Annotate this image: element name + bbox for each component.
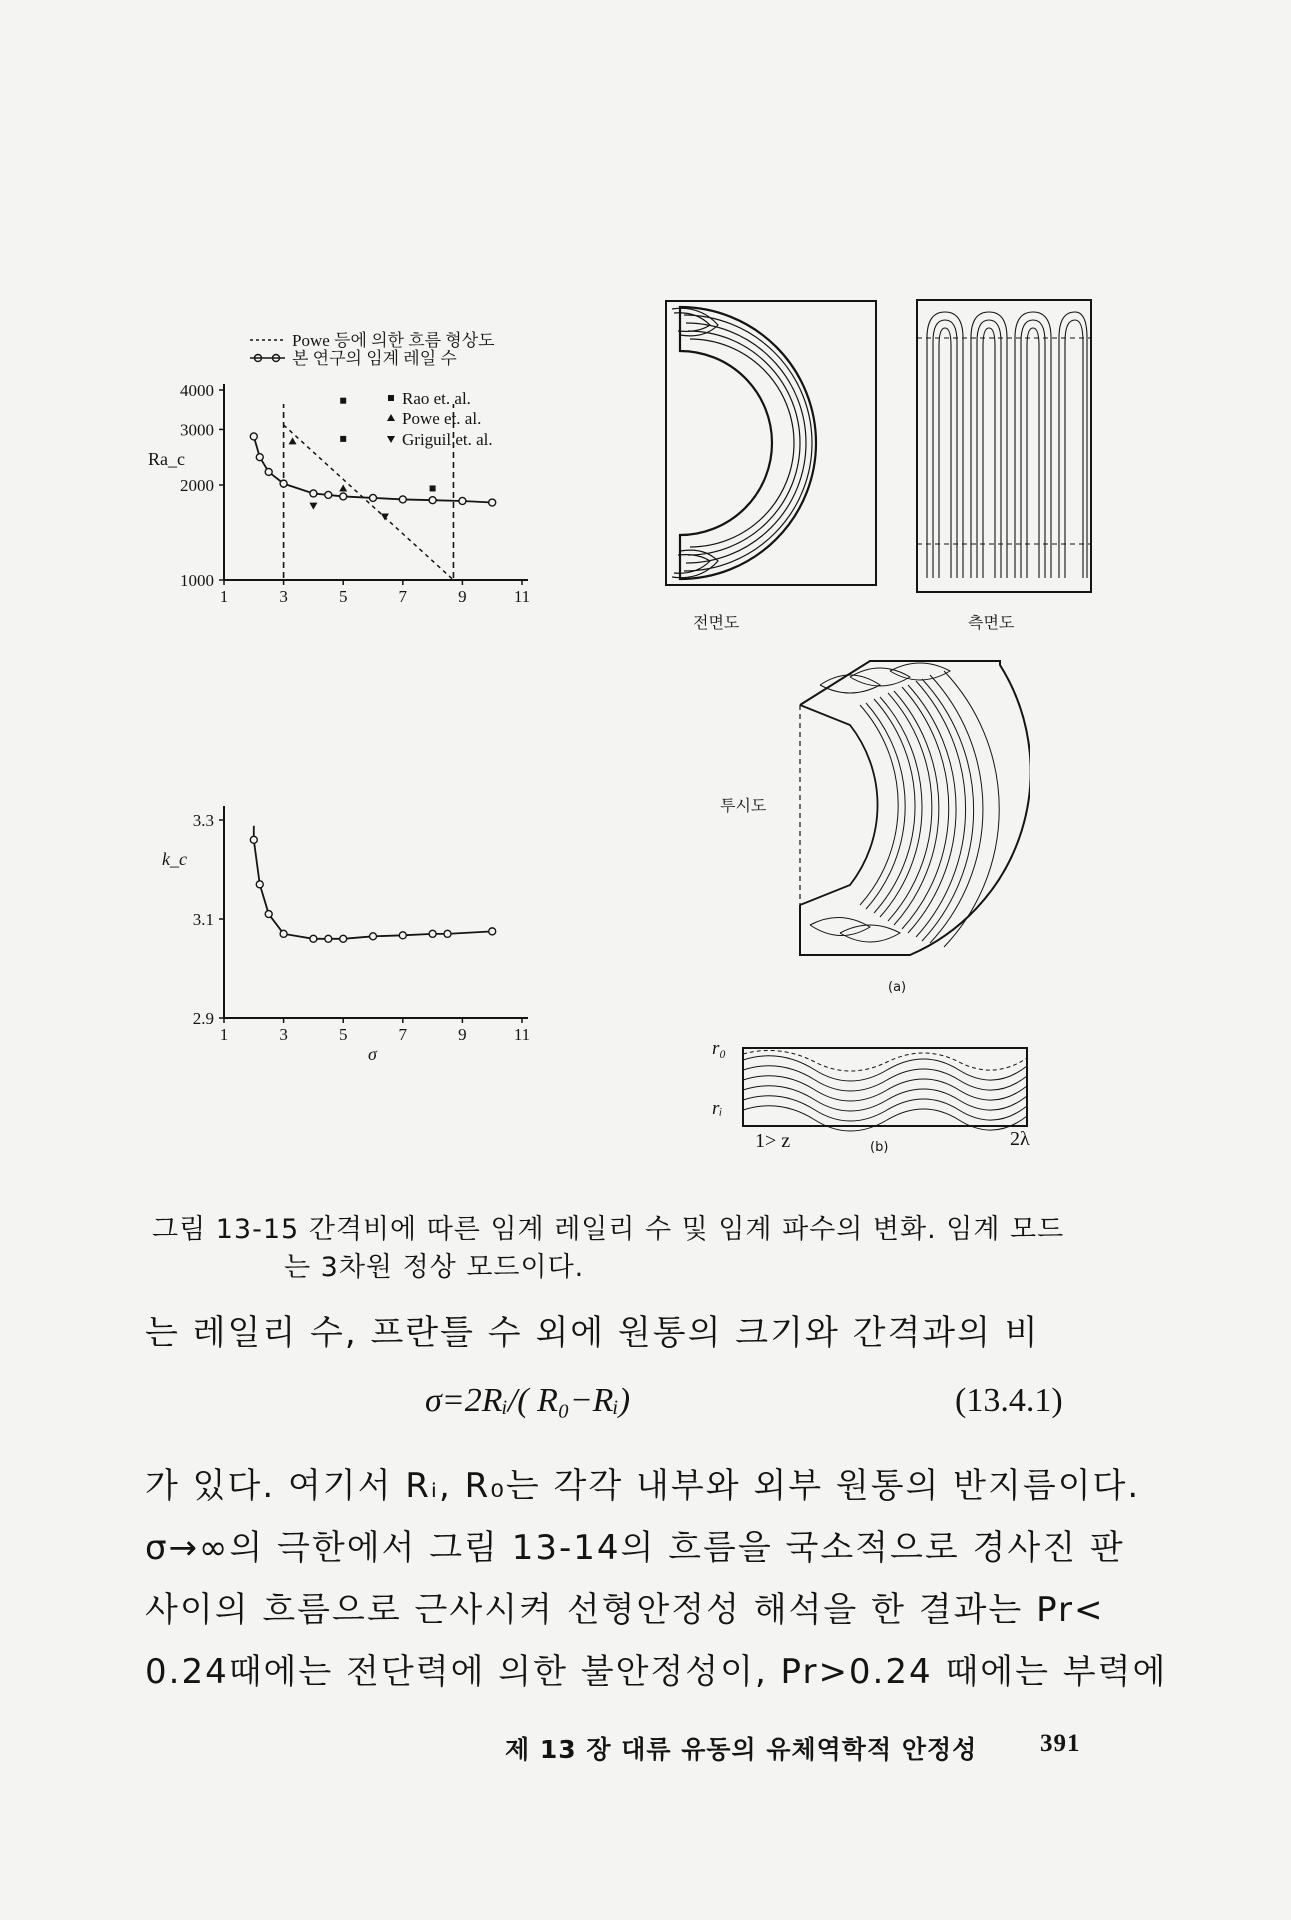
equation: σ=2Rᵢ/( R₀−Rᵢ) <box>425 1382 631 1419</box>
chart2-data-point <box>325 935 332 942</box>
chart1-legend <box>250 330 495 449</box>
marker-rao <box>340 436 346 442</box>
chart1-data-point <box>459 497 466 504</box>
r-outer-label: r₀ <box>712 1038 726 1059</box>
chart2-data-point <box>399 932 406 939</box>
chart2-x-tick-label: 3 <box>279 1025 288 1044</box>
chart1-x-tick-label: 9 <box>458 587 467 606</box>
r-inner-label: rᵢ <box>712 1098 723 1119</box>
perspective-view-diagram <box>790 655 1030 985</box>
critical-wavenumber-chart <box>140 790 560 1090</box>
legend-griguil: Griguil et. al. <box>402 430 493 449</box>
body-line-5: 0.24때에는 전단력에 의한 불안정성이, Pr>0.24 때에는 부력에 <box>145 1652 1168 1692</box>
chart2-data-point <box>444 930 451 937</box>
body-line-4: 사이의 흐름으로 근사시켜 선형안정성 해석을 한 결과는 Pr< <box>145 1590 1105 1630</box>
marker-griguil <box>381 513 389 520</box>
chart2-x-tick-label: 9 <box>458 1025 467 1044</box>
chart1-ylabel: Ra_c <box>148 449 185 469</box>
chart1-data-point <box>250 433 257 440</box>
chart2-data-point <box>310 935 317 942</box>
chart1-x-tick-label: 3 <box>279 587 288 606</box>
front-view-diagram <box>660 295 900 595</box>
figure-caption-line2: 는 3차원 정상 모드이다. <box>284 1252 585 1283</box>
chart2-data-point <box>280 930 287 937</box>
wavy-streamline-diagram <box>740 1040 1040 1140</box>
chart2-xlabel: σ <box>368 1044 377 1064</box>
chart1-data-point <box>370 494 377 501</box>
chart1-y-tick-label: 1000 <box>180 571 214 590</box>
front-view-label: 전면도 <box>693 613 740 632</box>
two-lambda-label: 2λ <box>1010 1128 1030 1150</box>
chart1-data-point <box>265 468 272 475</box>
z-axis-label: 1> z <box>755 1130 791 1152</box>
chart2-x-tick-label: 1 <box>219 1025 229 1044</box>
chart1-x-tick-label: 7 <box>398 587 408 606</box>
critical-rayleigh-chart <box>140 320 560 640</box>
side-view-diagram <box>915 298 1095 594</box>
chart1-data-point <box>489 499 496 506</box>
chart2-y-tick-label: 3.1 <box>192 910 214 929</box>
chart2-x-tick-label: 5 <box>338 1025 348 1044</box>
body-line-3: σ→∞의 극한에서 그림 13-14의 흐름을 국소적으로 경사진 판 <box>145 1528 1125 1568</box>
chart2-data-point <box>429 930 436 937</box>
chart2-data-point <box>256 881 263 888</box>
chart1-x-tick-label: 5 <box>338 587 348 606</box>
chart1-x-tick-label: 1 <box>219 587 229 606</box>
marker-powe <box>289 437 297 444</box>
marker-rao <box>340 398 346 404</box>
running-footer: 제 13 장 대류 유동의 유체역학적 안정성 <box>505 1735 978 1764</box>
chart1-data-point <box>280 480 287 487</box>
legend-powe: Powe et. al. <box>402 409 482 428</box>
chart2-series-line <box>254 826 492 939</box>
chart2-ylabel: k_c <box>162 849 187 869</box>
chart1-data-point <box>340 493 347 500</box>
chart1-data-point <box>256 454 263 461</box>
page-number: 391 <box>1040 1730 1081 1757</box>
legend-dashed-label: Powe 등에 의한 흐름 형상도 <box>292 331 495 350</box>
body-line-2: 가 있다. 여기서 Rᵢ, R₀는 각각 내부와 외부 원통의 반지름이다. <box>145 1466 1141 1506</box>
chart2-data-point <box>265 911 272 918</box>
marker-powe <box>339 484 347 491</box>
chart2-y-tick-label: 2.9 <box>192 1009 214 1028</box>
legend-rao: Rao et. al. <box>402 389 471 408</box>
chart2-y-tick-label: 3.3 <box>192 811 214 830</box>
chart1-data-point <box>399 496 406 503</box>
side-view-label: 측면도 <box>968 613 1015 632</box>
chart2-data-point <box>340 935 347 942</box>
chart1-y-tick-label: 2000 <box>180 476 214 495</box>
chart2-data-point <box>370 933 377 940</box>
chart1-x-tick-label: 11 <box>513 587 531 606</box>
figure-caption-line1: 그림 13-15 간격비에 따른 임계 레일리 수 및 임계 파수의 변화. 임계 모드 <box>152 1214 1065 1245</box>
perspective-view-label: 투시도 <box>720 796 767 815</box>
chart1-data-point <box>325 491 332 498</box>
chart2-x-tick-label: 11 <box>513 1025 531 1044</box>
body-line-1: 는 레일리 수, 프란틀 수 외에 원통의 크기와 간격과의 비 <box>145 1313 1040 1353</box>
marker-rao <box>430 485 436 491</box>
panel-b-label: (b) <box>870 1140 889 1155</box>
chart2-x-tick-label: 7 <box>398 1025 408 1044</box>
legend-solid-label: 본 연구의 임계 레일 수 <box>292 349 457 368</box>
chart1-y-tick-label: 3000 <box>180 420 214 440</box>
chart2-data-point <box>250 836 257 843</box>
equation-number: (13.4.1) <box>955 1382 1063 1419</box>
panel-a-label: (a) <box>888 980 907 995</box>
chart2-data-point <box>489 928 496 935</box>
marker-griguil <box>309 503 317 510</box>
chart1-data-point <box>310 490 317 497</box>
chart1-data-point <box>429 497 436 504</box>
chart1-y-tick-label: 4000 <box>180 381 214 400</box>
